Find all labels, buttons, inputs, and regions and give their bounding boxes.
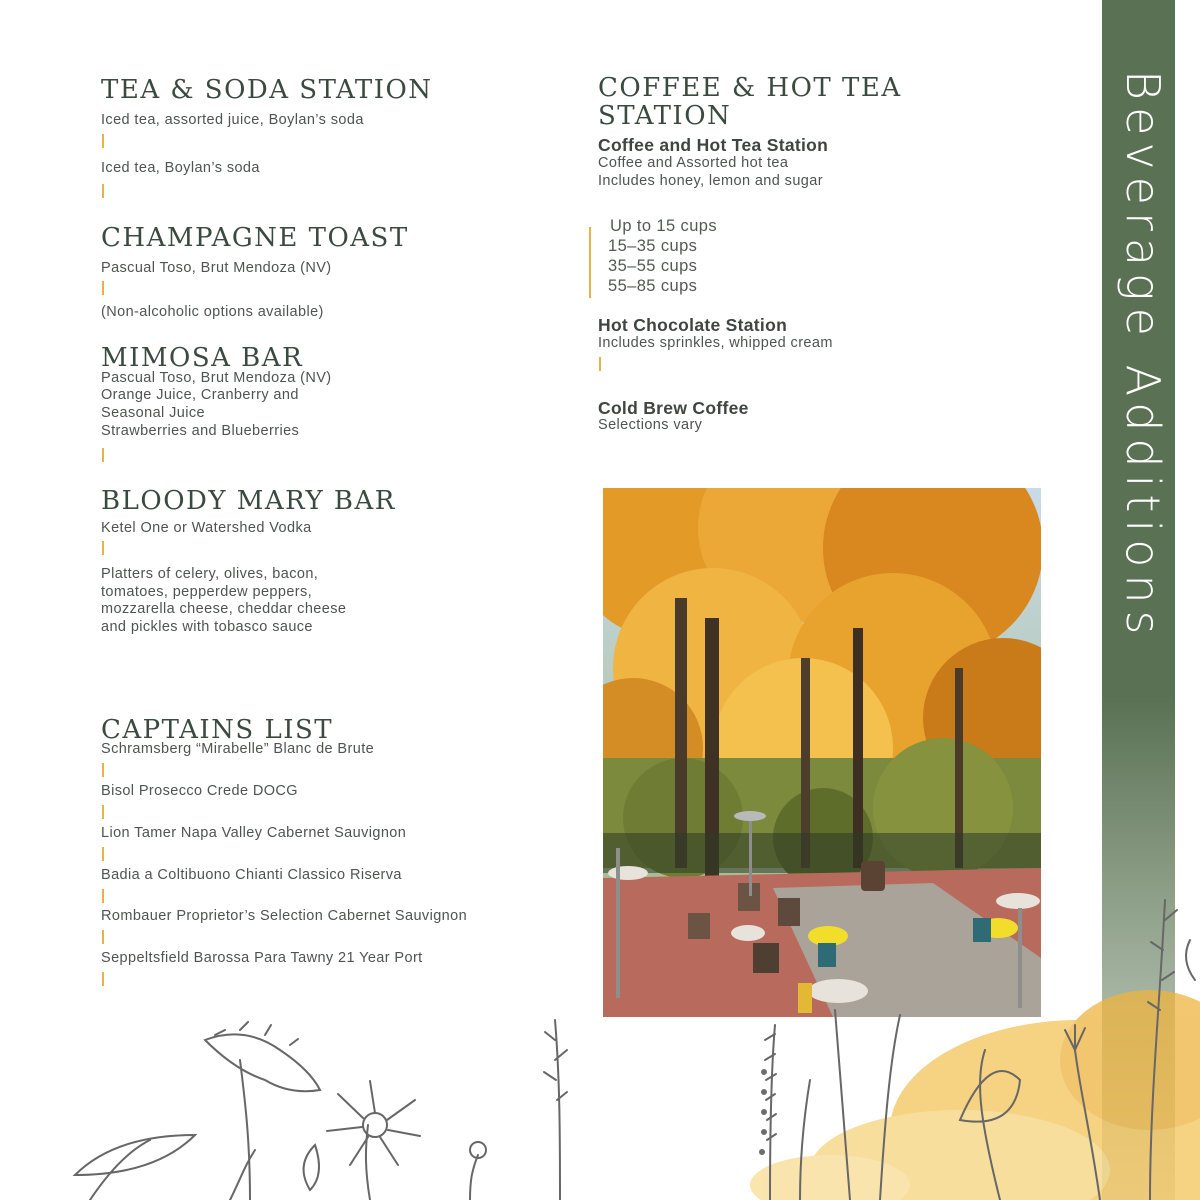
bloody-mary-platter-line: mozzarella cheese, cheddar cheese xyxy=(101,601,347,617)
coffee-heading-line1: COFFEE & HOT TEA xyxy=(598,73,902,103)
seed-dots xyxy=(759,1069,767,1155)
bloody-mary-platter-line: tomatoes, pepperdew peppers, xyxy=(101,584,313,600)
bloody-mary-vodka: Ketel One or Watershed Vodka xyxy=(101,520,312,536)
autumn-patio-photo xyxy=(603,488,1041,1017)
captains-item: Rombauer Proprietor’s Selection Cabernet Sauvignon xyxy=(101,908,468,924)
cups-tier: 15–35 cups xyxy=(608,237,698,255)
mimosa-heading: MIMOSA BAR xyxy=(101,343,304,373)
price-marker xyxy=(102,134,104,148)
price-marker xyxy=(599,357,601,371)
price-marker xyxy=(102,889,104,903)
hot-chocolate-subheading: Hot Chocolate Station xyxy=(598,315,788,335)
price-marker xyxy=(102,184,104,198)
captains-item: Badia a Coltibuono Chianti Classico Riserva xyxy=(101,867,402,883)
captains-item: Schramsberg “Mirabelle” Blanc de Brute xyxy=(101,741,375,757)
price-marker xyxy=(102,448,104,462)
hot-chocolate-desc: Includes sprinkles, whipped cream xyxy=(598,335,833,351)
tea-soda-item: Iced tea, Boylan’s soda xyxy=(101,160,260,176)
price-marker xyxy=(102,930,104,944)
cups-tier: 35–55 cups xyxy=(608,257,698,275)
mimosa-line: Pascual Toso, Brut Mendoza (NV) xyxy=(101,370,332,386)
champagne-item: (Non-alcoholic options available) xyxy=(101,304,324,320)
price-marker xyxy=(102,541,104,555)
tea-soda-item: Iced tea, assorted juice, Boylan’s soda xyxy=(101,112,364,128)
tea-soda-heading: TEA & SODA STATION xyxy=(101,75,433,105)
sidebar-title: Beverage Additions xyxy=(1116,70,1170,642)
coffee-desc-line: Includes honey, lemon and sugar xyxy=(598,173,823,189)
price-marker xyxy=(102,972,104,986)
bloody-mary-platter-line: Platters of celery, olives, bacon, xyxy=(101,566,319,582)
photo-illustration xyxy=(603,488,1041,1017)
captains-item: Bisol Prosecco Crede DOCG xyxy=(101,783,298,799)
captains-heading: CAPTAINS LIST xyxy=(101,715,334,745)
coffee-desc-line: Coffee and Assorted hot tea xyxy=(598,155,789,171)
bloody-mary-platter-line: and pickles with tobasco sauce xyxy=(101,619,313,635)
bloody-mary-heading: BLOODY MARY BAR xyxy=(101,486,396,516)
cold-brew-desc: Selections vary xyxy=(598,417,703,433)
cups-tier: 55–85 cups xyxy=(608,277,698,295)
price-marker xyxy=(102,763,104,777)
coffee-heading-line2: STATION xyxy=(598,101,732,131)
champagne-heading: CHAMPAGNE TOAST xyxy=(101,223,409,253)
captains-item: Seppeltsfield Barossa Para Tawny 21 Year Port xyxy=(101,950,423,966)
coffee-subheading: Coffee and Hot Tea Station xyxy=(598,135,829,155)
price-marker xyxy=(102,847,104,861)
champagne-item: Pascual Toso, Brut Mendoza (NV) xyxy=(101,260,332,276)
mimosa-line: Seasonal Juice xyxy=(101,405,205,421)
cups-tier: Up to 15 cups xyxy=(610,217,718,235)
mimosa-line: Strawberries and Blueberries xyxy=(101,423,300,439)
mimosa-line: Orange Juice, Cranberry and xyxy=(101,387,299,403)
price-marker xyxy=(102,805,104,819)
cups-marker xyxy=(589,227,591,298)
cold-brew-subheading: Cold Brew Coffee xyxy=(598,398,749,418)
captains-item: Lion Tamer Napa Valley Cabernet Sauvignon xyxy=(101,825,407,841)
price-marker xyxy=(102,281,104,295)
